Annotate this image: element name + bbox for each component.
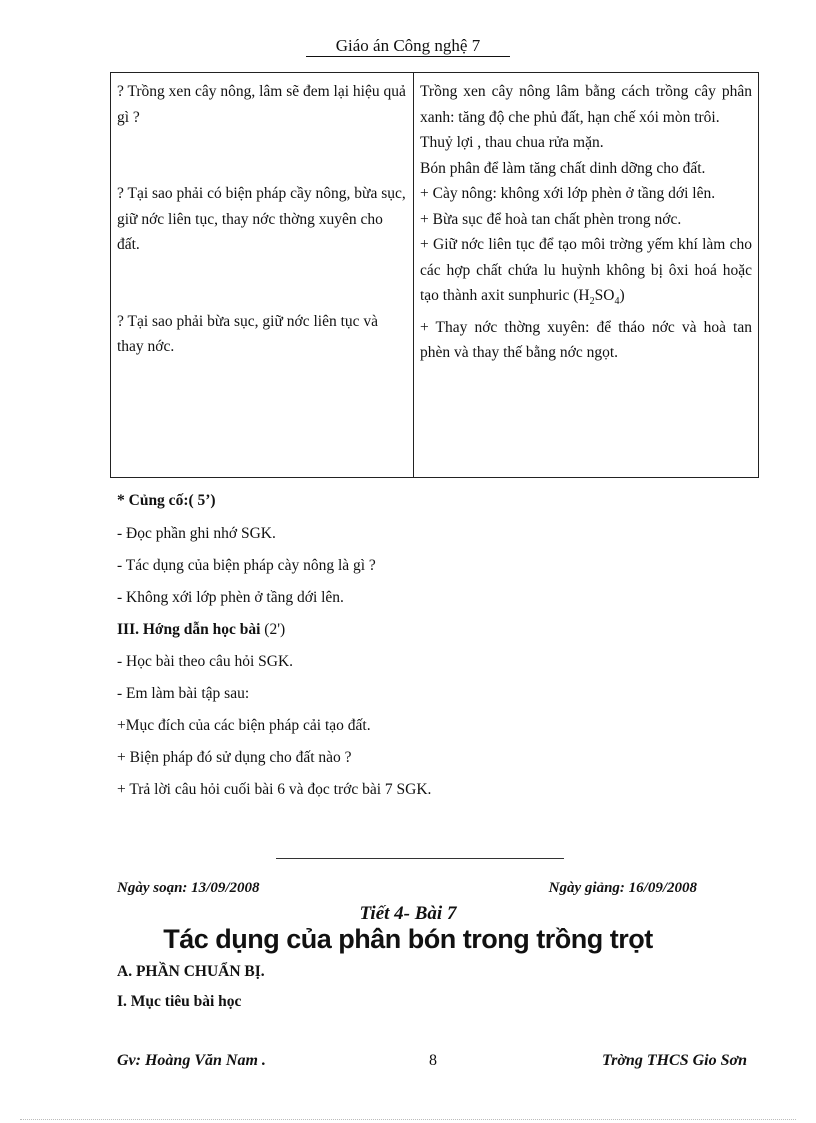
date-teach: Ngày giảng: 16/09/2008 (548, 880, 697, 896)
lesson-number: Tiết 4- Bài 7 (359, 903, 457, 924)
question-1: ? Trồng xen cây nông, lâm sẽ đem lại hiệu quả gì ? (117, 83, 406, 126)
page-bottom-border (20, 1119, 796, 1120)
list-item: + Trả lời câu hỏi cuối bài 6 và đọc trớc bài 7 SGK. (117, 781, 432, 798)
question-3: ? Tại sao phải bừa sục, giữ nớc liên tục và thay nớc. (117, 312, 379, 355)
consolidation-heading: * Củng cố:( 5’) (117, 492, 216, 509)
answer-6: + Giữ nớc liên tục để tạo môi trờng yếm khí làm cho các hợp chất chứa lu huỳnh không bị ôxi hoá hoặc tạo thành axit sunphuric $(H_2SO_4)$ (420, 236, 752, 308)
question-2: ? Tại sao phải có biện pháp cầy nông, bừa sục, giữ nớc liên tục, thay nớc thờng xuyên cho đất. (117, 185, 406, 253)
answer-4: + Cày nông: không xới lớp phèn ở tầng dới lên. (420, 185, 716, 202)
separator-rule (276, 858, 564, 859)
list-item: - Học bài theo câu hỏi SGK. (117, 653, 294, 670)
answers-cell (414, 73, 759, 478)
answer-7: + Thay nớc thờng xuyên: để tháo nớc và hoà tan phèn và thay thế bằng nớc ngọt. (420, 318, 752, 362)
list-item: - Đọc phần ghi nhớ SGK. (117, 525, 276, 542)
list-item: +Mục đích của các biện pháp cải tạo đất. (117, 717, 371, 734)
questions-cell (111, 73, 414, 478)
header-title: Giáo án Công nghệ 7 (306, 36, 510, 57)
list-item: - Không xới lớp phèn ở tầng dới lên. (117, 589, 344, 606)
guide-heading: III. Hớng dẫn học bài (117, 621, 261, 638)
section-a-heading: A. PHẦN CHUẨN BỊ. (117, 963, 265, 980)
list-item: + Biện pháp đó sử dụng cho đất nào ? (117, 749, 352, 766)
list-item: - Tác dụng của biện pháp cày nông là gì ? (117, 557, 376, 574)
lesson-dates (117, 880, 697, 897)
footer-page-number: 8 (429, 1052, 437, 1069)
section-i-heading: I. Mục tiêu bài học (117, 993, 242, 1010)
guide-heading-line (117, 621, 285, 639)
qa-table (110, 72, 759, 478)
guide-time: (2') (260, 621, 286, 638)
date-prepare: Ngày soạn: 13/09/2008 (117, 880, 260, 896)
answer-2: Thuỷ lợi , thau chua rửa mặn. (420, 134, 604, 151)
lesson-title: Tác dụng của phân bón trong trồng trọt (163, 924, 653, 954)
table-row (111, 73, 759, 478)
footer-school: Trờng THCS Gio Sơn (601, 1052, 747, 1069)
answer-3: Bón phân để làm tăng chất dinh dỡng cho đất. (420, 159, 706, 177)
footer-teacher: Gv: Hoàng Văn Nam . (117, 1052, 266, 1069)
page-footer (117, 1052, 747, 1070)
page-header (0, 36, 816, 56)
list-item: - Em làm bài tập sau: (117, 685, 250, 702)
answer-5: + Bừa sục để hoà tan chất phèn trong nớc. (420, 210, 682, 228)
answer-1: Trồng xen cây nông lâm bằng cách trồng cây phân xanh: tăng độ che phủ đất, hạn chế xói mòn trôi. (420, 83, 752, 126)
